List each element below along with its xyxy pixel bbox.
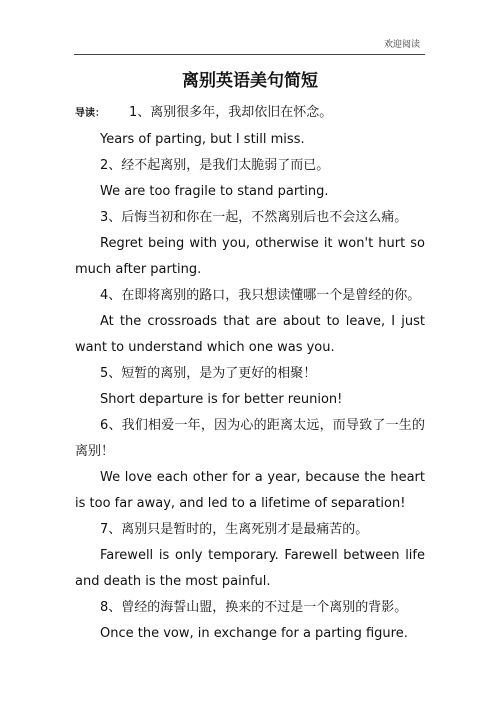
entry-5-english: Short departure is for better reunion! [100,392,343,407]
entry-6-chinese: 6、我们相爱一年，因为心的距离太远，而导致了一生的离别！ [75,418,425,459]
entry-8-english: Once the vow, in exchange for a parting figure. [100,626,408,641]
entry-5-chinese: 5、短暂的离别，是为了更好的相聚！ [100,366,317,381]
entry-2-chinese: 2、经不起离别，是我们太脆弱了而已。 [100,158,330,173]
entry-4-english: At the crossroads that are about to leave, I just want to understand which one was you. [75,314,425,355]
entry-7-english: Farewell is only temporary. Farewell between life and death is the most painful. [75,548,425,589]
entry-1-english: Years of parting, but I still miss. [100,132,305,147]
entry-4-chinese: 4、在即将离别的路口，我只想读懂哪一个是曾经的你。 [100,288,421,303]
header-divider [74,54,425,55]
header-note: 欢迎阅读 [383,40,420,50]
entry-3-english: Regret being with you, otherwise it won't hurt so much after parting. [75,236,425,277]
entry-1-chinese [75,100,425,127]
entry-8-chinese: 8、曾经的海誓山盟，换来的不过是一个离别的背影。 [100,600,408,615]
entry-2-english: We are too fragile to stand parting. [100,184,329,199]
document-body [75,100,425,647]
entry-3-chinese: 3、后悔当初和你在一起，不然离别后也不会这么痛。 [100,210,408,225]
document-title: 离别英语美句简短 [182,71,318,91]
entry-1-zh-text: 1、离别很多年，我却依旧在怀念。 [129,105,333,120]
lead-label: 导读： [75,108,105,119]
entry-7-chinese: 7、离别只是暂时的，生离死别才是最痛苦的。 [100,522,369,537]
entry-6-english: We love each other for a year, because the heart is too far away, and led to a lifetime of separation! [75,470,425,511]
